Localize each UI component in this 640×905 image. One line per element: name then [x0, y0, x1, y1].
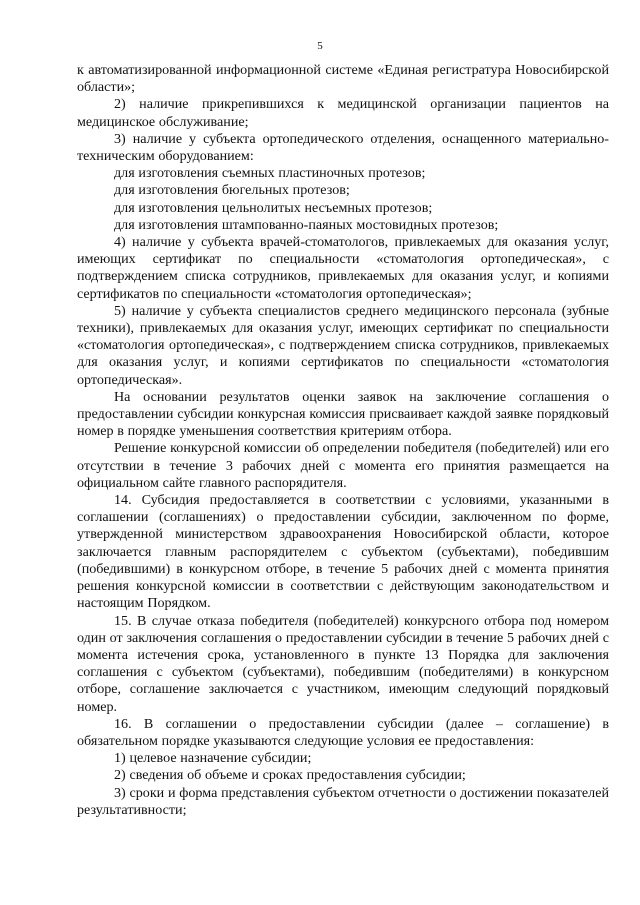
list-item: для изготовления цельнолитых несъемных протезов; [114, 199, 433, 216]
paragraph: 1) целевое назначение субсидии; [114, 750, 312, 767]
paragraph: 2) наличие прикрепившихся к медицинской организации пациентов на медицинское обслуживание; [77, 96, 609, 130]
paragraph: 4) наличие у субъекта врачей-стоматологов, привлекаемых для оказания услуг, имеющих сертификат по специальности «стоматология ортопедическая», с подтверждением списка сотрудников, привлекаемых для оказания услуг, и копиями сертификатов по специальности «стоматология ортопедическая»; [77, 234, 609, 302]
paragraph: 14. Субсидия предоставляется в соответствии с условиями, указанными в соглашении (соглашениях) о предоставлении субсидии, заключенном по форме, утвержденной министерством здравоохранения Новосибирской области, которое заключается главным распорядителем с субъектом (субъектами), победившим (победившими) в конкурсном отборе, в течение 5 рабочих дней с момента принятия решения конкурсной комиссии в соответствии с действующим законодательством и настоящим Порядком. [77, 492, 609, 612]
paragraph: 15. В случае отказа победителя (победителей) конкурсного отбора под номером один от заключения соглашения о предоставлении субсидии в течение 5 рабочих дней с момента истечения срока, установленного в пункте 13 Порядка для заключения соглашения с субъектом (субъектами), победившим (победителями) в конкурсном отборе, соглашение заключается с участником, имеющим следующий порядковый номер. [77, 612, 609, 715]
paragraph: 2) сведения об объеме и сроках предоставления субсидии; [114, 767, 466, 784]
paragraph: 3) сроки и форма представления субъектом отчетности о достижении показателей результативности; [77, 784, 609, 818]
page-number: 5 [317, 40, 323, 52]
list-item: для изготовления съемных пластиночных протезов; [114, 165, 426, 182]
list-item: для изготовления штампованно-паяных мостовидных протезов; [114, 216, 499, 233]
document-body [77, 62, 609, 819]
paragraph: Решение конкурсной комиссии об определении победителя (победителей) или его отсутствии в течение 3 рабочих дней с момента его принятия размещается на официальном сайте главного распорядителя. [77, 440, 609, 491]
paragraph: На основании результатов оценки заявок на заключение соглашения о предоставлении субсидии конкурсная комиссия присваивает каждой заявке порядковый номер в порядке уменьшения соответствия критериям отбора. [77, 388, 609, 440]
list-item: для изготовления бюгельных протезов; [114, 182, 350, 199]
paragraph: 3) наличие у субъекта ортопедического отделения, оснащенного материально-техническим оборудованием: [77, 130, 609, 165]
paragraph: 5) наличие у субъекта специалистов среднего медицинского персонала (зубные техники), привлекаемых для оказания услуг, имеющих сертификат по специальности «стоматология ортопедическая», с подтверждением списка сотрудников, привлекаемых для оказания услуг, и копиями сертификатов по специальности «стоматология ортопедическая». [77, 302, 609, 388]
paragraph: 16. В соглашении о предоставлении субсидии (далее – соглашение) в обязательном порядке указываются следующие условия ее предоставления: [77, 715, 609, 749]
paragraph: к автоматизированной информационной системе «Единая регистратура Новосибирской области»; [77, 62, 609, 96]
